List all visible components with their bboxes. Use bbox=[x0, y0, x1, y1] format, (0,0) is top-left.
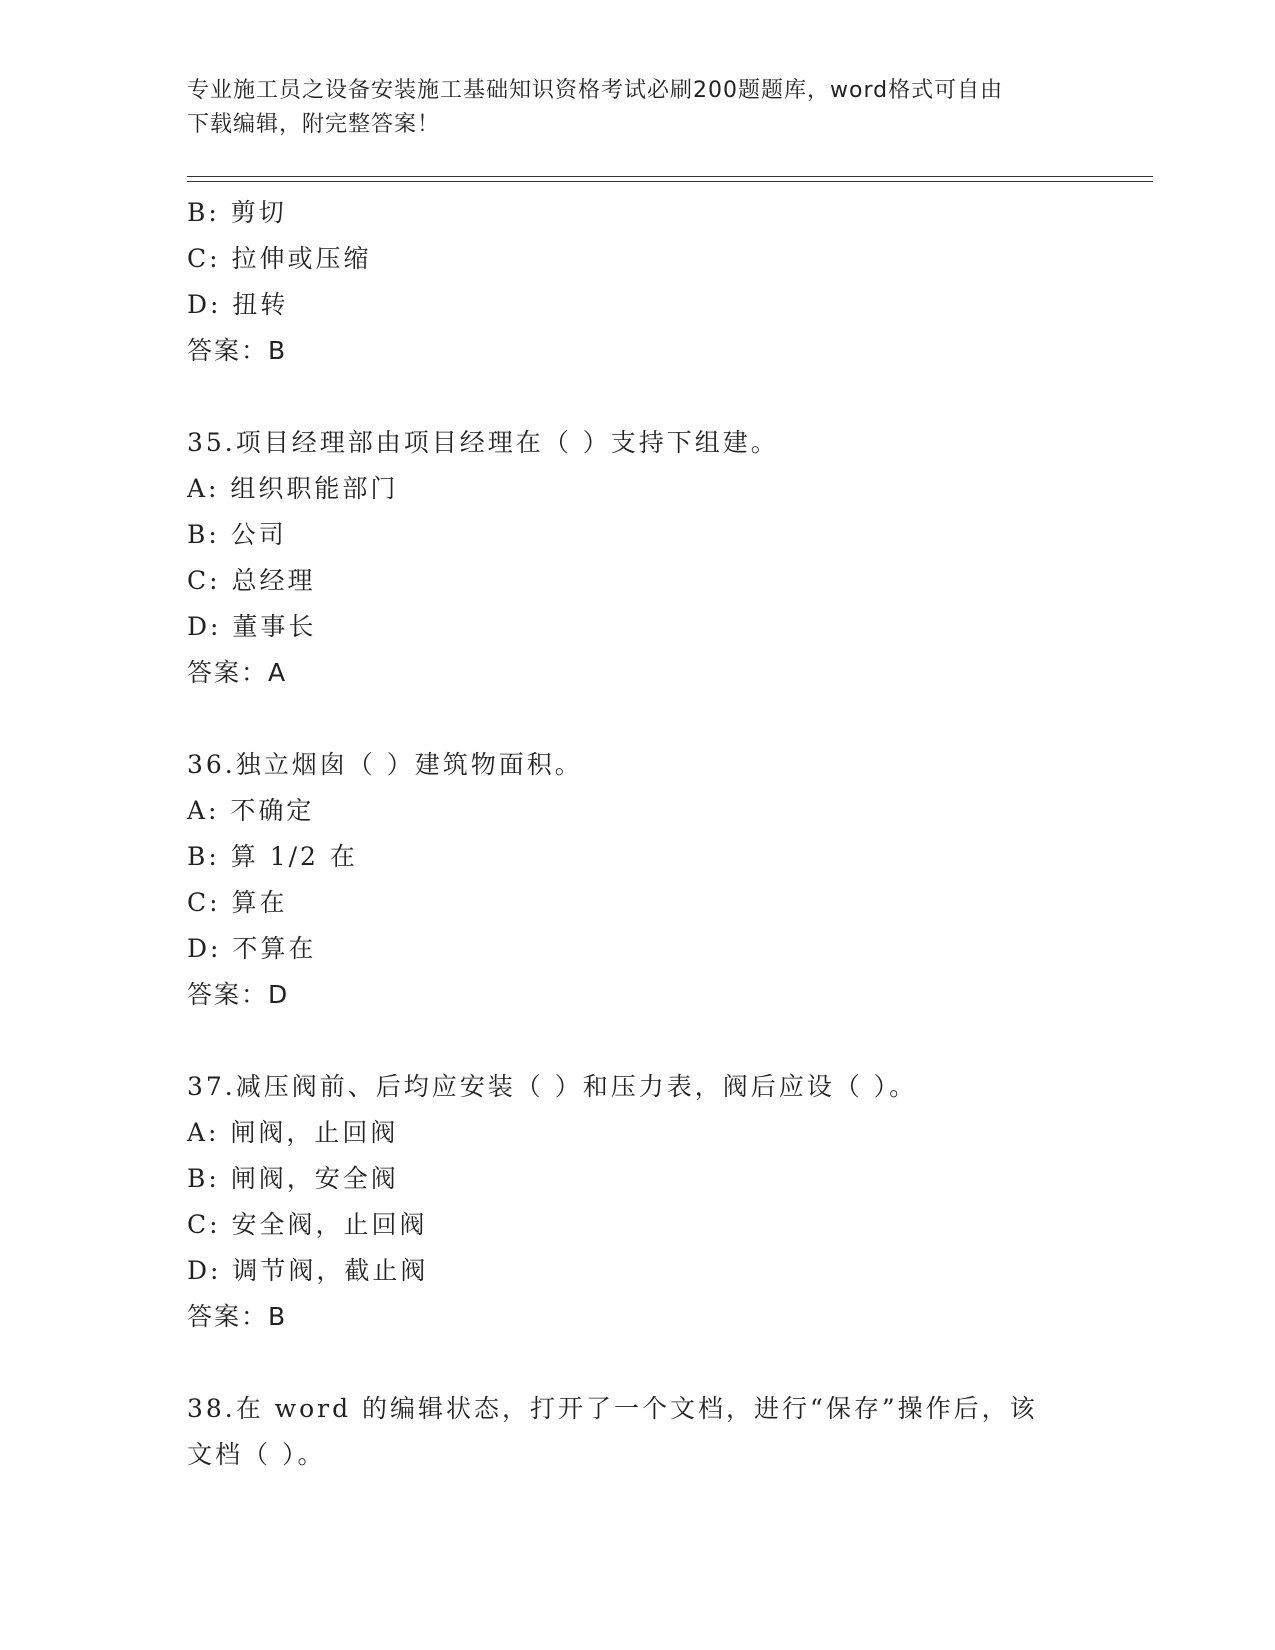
option-d: D: 扭转 bbox=[187, 290, 289, 319]
option-b: B: 剪切 bbox=[187, 198, 287, 227]
question-stem-line-1: 38.在 word 的编辑状态，打开了一个文档，进行“保存”操作后，该 bbox=[187, 1394, 1038, 1423]
option-b: B: 闸阀，安全阀 bbox=[187, 1164, 399, 1193]
question-block-35 bbox=[187, 420, 1087, 696]
question-stem: 36.独立烟囱（ ）建筑物面积。 bbox=[187, 750, 583, 779]
question-stem: 35.项目经理部由项目经理在（ ）支持下组建。 bbox=[187, 428, 779, 457]
option-c: C: 拉伸或压缩 bbox=[187, 244, 372, 273]
question-list bbox=[187, 190, 1087, 1478]
question-stem-line-2: 文档（ ）。 bbox=[187, 1440, 326, 1469]
question-block-36 bbox=[187, 742, 1087, 1018]
spacer bbox=[187, 1018, 1087, 1064]
option-a: A: 闸阀，止回阀 bbox=[187, 1118, 399, 1147]
option-d: D: 不算在 bbox=[187, 934, 317, 963]
option-a: A: 组织职能部门 bbox=[187, 474, 399, 503]
answer-label: 答案：A bbox=[187, 658, 288, 687]
question-block-34 bbox=[187, 190, 1087, 374]
header-line-1: 专业施工员之设备安装施工基础知识资格考试必刷200题题库，word格式可自由 bbox=[187, 78, 1004, 103]
document-header bbox=[187, 74, 1087, 142]
question-block-37 bbox=[187, 1064, 1087, 1340]
spacer bbox=[187, 696, 1087, 742]
option-c: C: 总经理 bbox=[187, 566, 316, 595]
question-block-38 bbox=[187, 1386, 1087, 1478]
answer-label: 答案：B bbox=[187, 336, 288, 365]
header-divider-top bbox=[187, 176, 1153, 177]
option-b: B: 算 1/2 在 bbox=[187, 842, 358, 871]
header-line-2: 下载编辑，附完整答案！ bbox=[187, 112, 441, 137]
answer-label: 答案：B bbox=[187, 1302, 288, 1331]
spacer bbox=[187, 374, 1087, 420]
option-b: B: 公司 bbox=[187, 520, 287, 549]
spacer bbox=[187, 1340, 1087, 1386]
option-d: D: 董事长 bbox=[187, 612, 317, 641]
option-d: D: 调节阀，截止阀 bbox=[187, 1256, 429, 1285]
option-c: C: 安全阀，止回阀 bbox=[187, 1210, 428, 1239]
option-c: C: 算在 bbox=[187, 888, 288, 917]
answer-label: 答案：D bbox=[187, 980, 290, 1009]
option-a: A: 不确定 bbox=[187, 796, 315, 825]
question-stem: 37.减压阀前、后均应安装（ ）和压力表，阀后应设（ ）。 bbox=[187, 1072, 918, 1101]
header-divider-bottom bbox=[187, 181, 1153, 182]
